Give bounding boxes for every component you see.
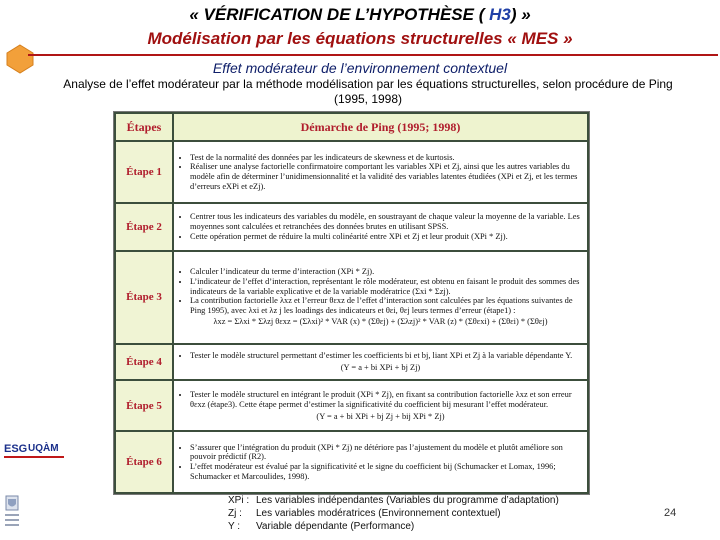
legend-row bbox=[228, 520, 559, 533]
slide-title bbox=[0, 5, 720, 25]
legend-text: Les variables modératrices (Environnement contextuel) bbox=[256, 508, 501, 519]
step-content bbox=[173, 251, 588, 344]
step-bullet: • Tester le modèle structurel en intégrant le produit (XPi * Zj), en fixant sa contribution factorielle λxz et son erreur θεxz (étape3). Cette étape permet d’estimer la significativité du coefficient bij mesurant l’effet modérateur. bbox=[190, 390, 583, 409]
step-formula: λxz = Σλxi * Σλzj θεxz = (Σλxi)² * VAR (x) * (Σθεj) + (Σλzj)² * VAR (z) * (Σθεxi) + (Σθεi) * (Σθεj) bbox=[213, 317, 548, 327]
step-bullet: • L’indicateur de l’effet d’interaction, représentant le rôle modérateur, est obtenu en faisant le produit des sommes des indicateurs de la variable explicative et de la variable modératrice (Σxi * Σzj). bbox=[190, 277, 583, 296]
legend-text: Les variables indépendantes (Variables du programme d’adaptation) bbox=[256, 495, 559, 506]
step-content bbox=[173, 431, 588, 493]
step-label: Étape 2 bbox=[115, 203, 173, 251]
table-row bbox=[115, 203, 588, 251]
section-title: Effet modérateur de l’environnement contextuel bbox=[212, 60, 508, 76]
hypothesis-code: H3 bbox=[489, 5, 511, 24]
step-bullet: • Cette opération permet de réduire la multi colinéarité entre XPi et Zj et leur produit (XPi * Zj). bbox=[190, 232, 583, 242]
ping-procedure-table bbox=[113, 111, 590, 495]
legend-text: Variable dépendante (Performance) bbox=[256, 521, 415, 532]
university-crest-icon bbox=[2, 494, 22, 538]
step-bullet: • Test de la normalité des données par les indicateurs de skewness et de kurtosis. bbox=[190, 153, 583, 163]
legend-row bbox=[228, 494, 559, 507]
step-bullet: • Tester le modèle structurel permettant d’estimer les coefficients bi et bj, liant XPi et Zj à la variable dépendante Y. bbox=[190, 351, 583, 361]
step-bullet: • Centrer tous les indicateurs des variables du modèle, en soustrayant de chaque valeur la moyenne de la variable. Les moyennes sont calculées et retranchées des données brutes en utilisant SPSS. bbox=[190, 212, 583, 231]
step-label: Étape 3 bbox=[115, 251, 173, 344]
step-formula: (Y = a + bi XPi + bj Zj + bij XPi * Zj) bbox=[316, 411, 445, 421]
title-divider bbox=[28, 54, 718, 56]
header-steps: Étapes bbox=[115, 113, 173, 141]
step-bullet: • Réaliser une analyse factorielle confirmatoire comportant les variables XPi et Zj, ainsi que les autres variables du modèle afin de déterminer l’unidimensionnalité et la validité des variables latentes étudiées (XPi et Zj, et les termes d’erreurs eXPi et eZj). bbox=[190, 162, 583, 191]
slide-subtitle: Modélisation par les équations structurelles « MES » bbox=[147, 29, 573, 48]
table-row bbox=[115, 431, 588, 493]
page-number: 24 bbox=[664, 507, 677, 519]
table-row bbox=[115, 141, 588, 203]
table-row bbox=[115, 251, 588, 344]
table-row bbox=[115, 344, 588, 381]
header-approach: Démarche de Ping (1995; 1998) bbox=[173, 113, 588, 141]
step-content bbox=[173, 380, 588, 431]
step-label: Étape 6 bbox=[115, 431, 173, 493]
step-bullet: • S’assurer que l’intégration du produit (XPi * Zj) ne détériore pas l’ajustement du modèle et plutôt améliore son pouvoir prédictif (R2). bbox=[190, 443, 583, 462]
legend-row bbox=[228, 507, 559, 520]
intro-text: Analyse de l’effet modérateur par la méthode modélisation par les équations structurelles, selon procédure de Ping (1995, 1998) bbox=[63, 77, 673, 106]
title-suffix: ) » bbox=[510, 5, 531, 24]
step-content bbox=[173, 203, 588, 251]
step-label: Étape 1 bbox=[115, 141, 173, 203]
esg-uqam-logo bbox=[0, 440, 80, 460]
step-formula: (Y = a + bi XPi + bj Zj) bbox=[340, 362, 421, 372]
table-header-row bbox=[115, 113, 588, 141]
step-content bbox=[173, 141, 588, 203]
step-content bbox=[173, 344, 588, 381]
variable-legend bbox=[228, 494, 559, 533]
logo-bar bbox=[4, 456, 64, 458]
step-bullet: • Calculer l’indicateur du terme d’interaction (XPi * Zj). bbox=[190, 267, 583, 277]
step-label: Étape 4 bbox=[115, 344, 173, 381]
table-row bbox=[115, 380, 588, 431]
title-prefix: « VÉRIFICATION DE L’HYPOTHÈSE ( bbox=[189, 5, 490, 24]
legend-key: XPi : bbox=[228, 495, 250, 506]
logo-uqam: UQÀM bbox=[28, 443, 59, 454]
procedure-table bbox=[114, 112, 589, 494]
step-label: Étape 5 bbox=[115, 380, 173, 431]
logo-esg: ESG bbox=[4, 443, 28, 455]
step-bullet: • La contribution factorielle λxz et l’erreur θεxz de l’effet d’interaction sont calculées par les équations suivantes de Ping 1995), avec λxi et λz j les loadings des indicateurs et θεi, θεj leurs termes d’erreur (étape1) : bbox=[190, 296, 583, 315]
legend-key: Zj : bbox=[228, 508, 242, 519]
step-bullet: • L’effet modérateur est évalué par la significativité et le signe du coefficient bij (Schumacker et Lomax, 1996; Schumacker et Marcoulides, 1998). bbox=[190, 462, 583, 481]
legend-key: Y : bbox=[228, 521, 241, 532]
